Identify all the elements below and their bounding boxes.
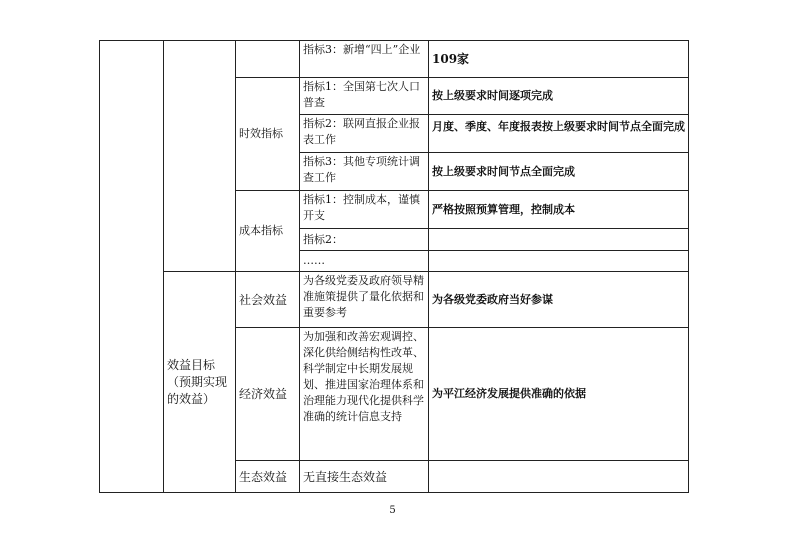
value-cell	[428, 271, 689, 328]
indicator-cell	[299, 190, 429, 229]
indicator-text: ……	[303, 254, 325, 267]
category-cell-social	[235, 271, 300, 328]
value-text: 严格按照预算管理，控制成本	[432, 202, 575, 216]
value-cell	[428, 40, 689, 78]
group-column-top	[163, 40, 236, 272]
indicator-text: 无直接生态效益	[303, 469, 388, 484]
benefit-group-label: 效益目标（预期实现的效益）	[167, 357, 228, 406]
category-label: 经济效益	[239, 387, 288, 401]
value-cell	[428, 77, 689, 115]
value-cell	[428, 460, 689, 493]
indicator-cell	[299, 250, 429, 272]
value-cell	[428, 190, 689, 229]
value-cell	[428, 327, 689, 461]
indicator-text: 指标1：控制成本，谨慎开支	[303, 193, 420, 222]
indicator-text: 指标3：新增“四上”企业	[303, 43, 421, 56]
category-cell-time	[235, 77, 300, 191]
indicator-text: 指标3：其他专项统计调查工作	[303, 155, 420, 184]
indicator-text: 为加强和改善宏观调控、深化供给侧结构性改革、科学制定中长期发展规划、推进国家治理体系和治理能力现代化提供科学准确的统计信息支持	[303, 330, 424, 423]
category-cell-ecology	[235, 460, 300, 493]
value-text: 109家	[432, 52, 470, 66]
value-cell	[428, 152, 689, 191]
category-cell-cost	[235, 190, 300, 272]
page-number: 5	[389, 505, 396, 516]
indicator-text: 指标2：	[303, 232, 343, 246]
value-text: 为平江经济发展提供准确的依据	[432, 387, 586, 400]
value-text: 按上级要求时间节点全面完成	[432, 164, 575, 178]
category-label: 社会效益	[239, 292, 288, 307]
outer-left-column	[99, 40, 164, 493]
category-label: 生态效益	[239, 469, 288, 484]
indicator-text: 指标2：联网直报企业报表工作	[303, 117, 420, 146]
value-text: 按上级要求时间逐项完成	[432, 89, 553, 102]
value-cell	[428, 228, 689, 251]
category-label: 成本指标	[239, 224, 283, 237]
indicator-text: 为各级党委及政府领导精准施策提供了量化依据和重要参考	[303, 274, 424, 319]
value-text: 为各级党委政府当好参谋	[432, 292, 553, 306]
indicator-text: 指标1：全国第七次人口普查	[303, 80, 420, 109]
value-text: 月度、季度、年度报表按上级要求时间节点全面完成	[432, 120, 685, 133]
category-cell-empty	[235, 40, 300, 78]
indicator-cell	[299, 228, 429, 251]
value-cell	[428, 114, 689, 153]
indicator-cell	[299, 460, 429, 493]
indicator-cell	[299, 152, 429, 191]
indicator-cell	[299, 77, 429, 115]
indicator-cell	[299, 114, 429, 153]
category-label: 时效指标	[239, 127, 283, 140]
indicator-cell	[299, 271, 429, 328]
category-cell-economic	[235, 327, 300, 461]
indicator-cell	[299, 40, 429, 78]
indicator-cell	[299, 327, 429, 461]
value-cell	[428, 250, 689, 272]
benefit-group-cell	[163, 271, 236, 493]
